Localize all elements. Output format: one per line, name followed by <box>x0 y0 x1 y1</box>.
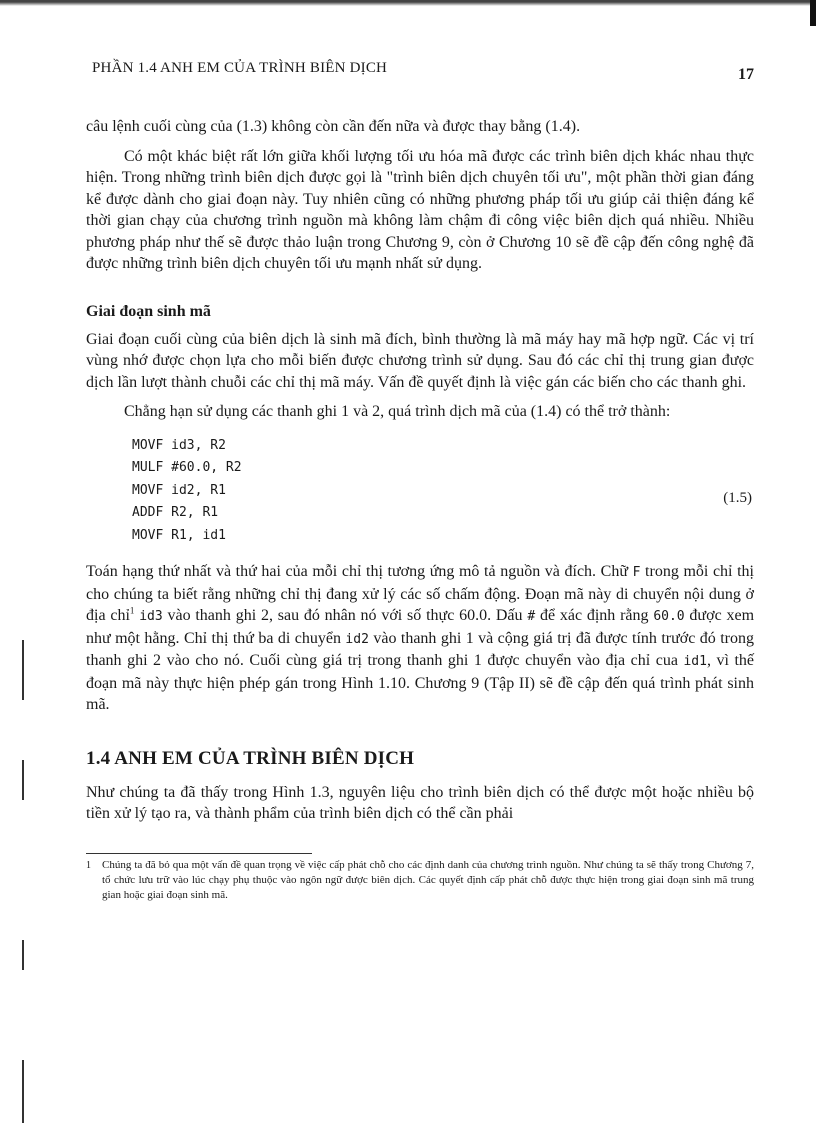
code-block <box>132 435 754 548</box>
running-head: PHẦN 1.4 ANH EM CỦA TRÌNH BIÊN DỊCH <box>92 60 388 76</box>
paragraph: câu lệnh cuối cùng của (1.3) không còn cần đến nữa và được thay bằng (1.4). <box>86 118 581 135</box>
text-run: để xác định rằng <box>535 607 654 624</box>
inline-code: 60.0 <box>653 609 685 624</box>
footnote <box>86 858 754 903</box>
paragraph: Có một khác biệt rất lớn giữa khối lượng tối ưu hóa mã được các trình biên dịch khác nhau thực hiện. Trong những trình biên dịch được gọi là "trình biên dịch chuyên tối ưu", một phần thời gian đáng kể được dành cho giai đoạn này. Tuy nhiên cũng có những phương pháp tối ưu giúp cải thiện đáng kể thời gian chạy của chương trình nguồn mà không làm chậm đi công việc biên dịch quá nhiều. Nhiều phương pháp như thế sẽ được thảo luận trong Chương 9, còn ở Chương 10 sẽ đề cập đến công nghệ đã được những trình biên dịch chuyên tối ưu mạnh nhất sử dụng. <box>86 147 754 272</box>
footnote-divider <box>86 853 312 854</box>
code-line: MULF #60.0, R2 <box>132 460 242 475</box>
footnote-ref: 1 <box>129 605 135 616</box>
footnote-mark: 1 <box>86 859 91 871</box>
scan-edge <box>0 0 816 6</box>
footnote-text: Chúng ta đã bỏ qua một vấn đề quan trọng về việc cấp phát chỗ cho các định danh của chương trình nguồn. Như chúng ta sẽ thấy trong Chương 7, tổ chức lưu trữ vào lúc chạy phụ thuộc vào ngôn ngữ được biên dịch. Các quyết định cấp phát chỗ được thực hiện trong giai đoạn sinh mã trung gian hoặc giai đoạn sinh mã. <box>102 858 754 901</box>
document-page <box>86 52 754 903</box>
inline-code: id1 <box>683 654 707 669</box>
code-line: MOVF id3, R2 <box>132 437 226 453</box>
code-line: MOVF R1, id1 <box>132 527 226 543</box>
text-run: Toán hạng thứ nhất và thứ hai của mỗi chỉ thị tương ứng mô tả nguồn và đích. Chữ <box>86 563 633 580</box>
page-number: 17 <box>738 66 754 83</box>
subheading: Giai đoạn sinh mã <box>86 302 211 320</box>
text-run: trong mỗi chỉ thị cho chúng ta biết rằng những chỉ thị đang xử lý các số chấm động. Đoạn mã này di chuyển nội dung ở địa chỉ <box>86 563 754 624</box>
section-heading: 1.4 ANH EM CỦA TRÌNH BIÊN DỊCH <box>86 747 415 769</box>
inline-code: id3 <box>139 609 163 624</box>
page-header <box>86 52 754 88</box>
paragraph <box>86 561 754 716</box>
inline-code: id2 <box>345 631 369 647</box>
inline-code: F <box>632 565 641 580</box>
code-line: ADDF R2, R1 <box>132 505 219 520</box>
text-run: , vì thế đoạn mã này thực hiện phép gán trong Hình 1.10. Chương 9 (Tập II) sẽ đề cập đến quá trình phát sinh mã. <box>86 652 754 713</box>
inline-code: # <box>527 609 536 624</box>
scan-corner-mark <box>810 0 816 26</box>
text-run: được xem như một hằng. Chỉ thị thứ ba di chuyển <box>86 607 755 647</box>
paragraph: Chẳng hạn sử dụng các thanh ghi 1 và 2, quá trình dịch mã của (1.4) có thể trở thành: <box>124 403 671 420</box>
text-run: vào thanh ghi 1 và cộng giá trị đã được tính trước đó trong thanh ghi 2 vào cho nó. Cuối cùng giá trị trong thanh ghi 1 được chuyển vào địa chỉ cua <box>86 629 754 669</box>
paragraph: Như chúng ta đã thấy trong Hình 1.3, nguyên liệu cho trình biên dịch có thể được một hoặc nhiều bộ tiền xử lý tạo ra, và thành phẩm của trình biên dịch có thể cần phải <box>86 783 754 822</box>
equation-number: (1.5) <box>723 489 752 506</box>
text-run: vào thanh ghi 2, sau đó nhân nó với số thực 60.0. Dấu <box>162 607 528 624</box>
paragraph: Giai đoạn cuối cùng của biên dịch là sinh mã đích, bình thường là mã máy hay mã hợp ngữ. Các vị trí vùng nhớ được chọn lựa cho mỗi biến được chương trình sử dụng. Sau đó các chỉ thị trung gian được dịch lần lượt thành chuỗi các chỉ thị mã máy. Vấn đề quyết định là việc gán các biến cho các thanh ghi. <box>86 330 754 391</box>
code-line: MOVF id2, R1 <box>132 482 226 498</box>
